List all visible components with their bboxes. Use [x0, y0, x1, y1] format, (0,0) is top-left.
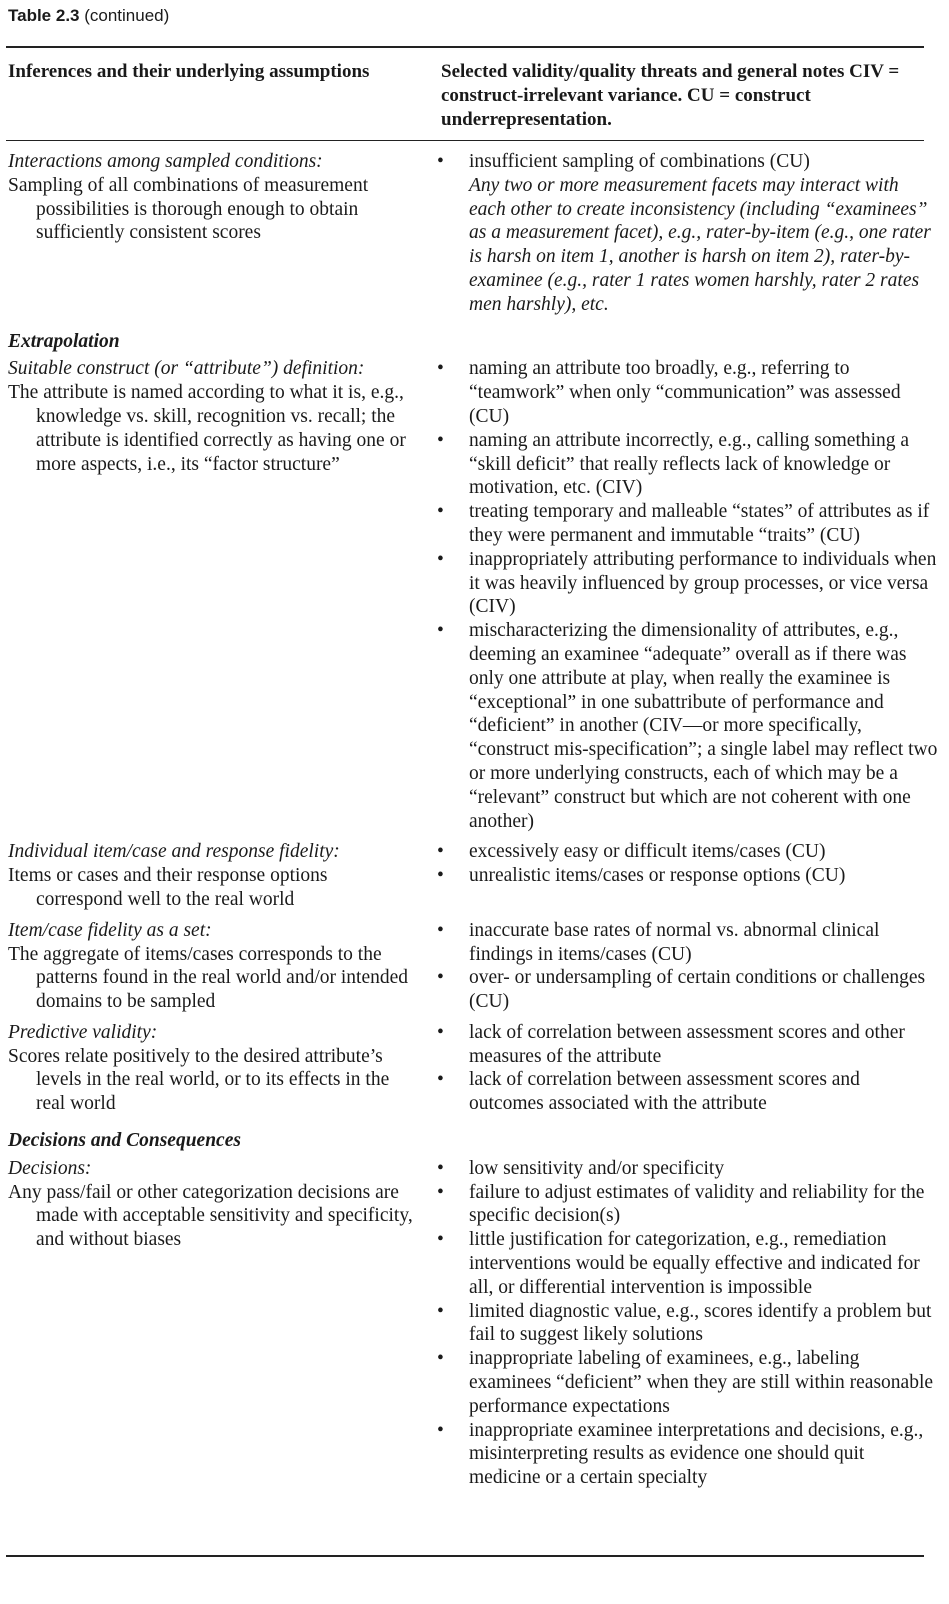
inference-assumption: Any pass/fail or other categorization decisions are made with acceptable sensitivity and specificity, and without biases	[8, 1181, 413, 1251]
threats-cell	[434, 919, 939, 1014]
inference-cell	[0, 1021, 434, 1116]
threat-bullet: • inappropriate labeling of examinees, e.g., labeling examinees “deficient” when they are still within reasonable performance expectations	[434, 1347, 939, 1418]
row-spacer	[0, 1490, 949, 1497]
threat-bullet: • inaccurate base rates of normal vs. abnormal clinical findings in items/cases (CU)	[434, 919, 939, 967]
inference-cell	[0, 150, 434, 317]
row-spacer	[0, 1014, 949, 1021]
table-row	[0, 840, 949, 911]
threat-bullet: • insufficient sampling of combinations (CU)	[434, 150, 939, 174]
inference-assumption: Sampling of all combinations of measurement possibilities is thorough enough to obtain sufficiently consistent scores	[8, 174, 369, 244]
section-heading: Decisions and Consequences	[8, 1130, 241, 1152]
threat-bullet: • mischaracterizing the dimensionality of attributes, e.g., deeming an examinee “adequate” overall as if there was only one attribute at play, when really the examinee is “exceptional” in one subattribute of performance and “deficient” in another (CIV—or more specifically, “construct mis-specification”; a single label may reflect two or more underlying constructs, each of which may be a “relevant” construct but which are not coherent with one another)	[434, 619, 939, 833]
threat-bullet: • low sensitivity and/or specificity	[434, 1157, 939, 1181]
threat-note: Any two or more measurement facets may interact with each other to create inconsistency (including “examinees” as a measurement facet), e.g., rater-by-item (e.g., one rater is harsh on item 1, another is harsh on item 2), rater-by-examinee (e.g., rater 1 rates women harshly, rater 2 rates men harshly), etc.	[469, 174, 931, 315]
threats-cell	[434, 357, 939, 833]
threat-bullet: • naming an attribute incorrectly, e.g., calling something a “skill deficit” that really reflects lack of knowledge or motivation, etc. (CIV)	[434, 429, 939, 500]
inference-assumption: Scores relate positively to the desired attribute’s levels in the real world, or to its effects in the real world	[8, 1045, 390, 1115]
top-rule	[6, 46, 924, 48]
inference-cell	[0, 357, 434, 833]
threats-cell	[434, 150, 939, 317]
table-row	[0, 1157, 949, 1490]
threat-bullet: • unrealistic items/cases or response options (CU)	[434, 864, 939, 888]
table-caption-label: Table 2.3	[8, 6, 80, 25]
threat-bullet: • naming an attribute too broadly, e.g., referring to “teamwork” when only “communication” was assessed (CU)	[434, 357, 939, 428]
inference-cell	[0, 919, 434, 1014]
inference-title: Individual item/case and response fidelity:	[8, 841, 340, 863]
inference-assumption: The attribute is named according to what it is, e.g., knowledge vs. skill, recognition vs. recall; the attribute is identified correctly as having one or more aspects, i.e., its “factor structure”	[8, 382, 406, 475]
threat-bullet: • lack of correlation between assessment scores and outcomes associated with the attribute	[434, 1068, 939, 1116]
threat-bullet: • limited diagnostic value, e.g., scores identify a problem but fail to suggest likely solutions	[434, 1300, 939, 1348]
table-row	[0, 1021, 949, 1116]
threat-bullet: • inappropriately attributing performance to individuals when it was heavily influenced by group processes, or vice versa (CIV)	[434, 548, 939, 619]
column-header-threats: Selected validity/quality threats and general notes CIV = construct-irrelevant variance. CU = construct underrepresentation.	[441, 61, 900, 130]
row-spacer	[0, 833, 949, 840]
inference-title: Item/case fidelity as a set:	[8, 919, 212, 941]
row-spacer	[0, 912, 949, 919]
threats-cell	[434, 1021, 939, 1116]
threat-bullet: • over- or undersampling of certain conditions or challenges (CU)	[434, 966, 939, 1014]
table-row	[0, 357, 949, 833]
bottom-rule	[6, 1555, 924, 1557]
table-row	[0, 150, 949, 317]
inference-assumption: The aggregate of items/cases corresponds to the patterns found in the real world and/or intended domains to be sampled	[8, 943, 409, 1013]
inference-title: Predictive validity:	[8, 1021, 158, 1043]
threat-bullet: • lack of correlation between assessment scores and other measures of the attribute	[434, 1021, 939, 1069]
threats-cell	[434, 1157, 939, 1490]
column-header-inferences: Inferences and their underlying assumptions	[8, 61, 370, 82]
threat-bullet: • inappropriate examinee interpretations and decisions, e.g., misinterpreting results as evidence one should quit medicine or a certain specialty	[434, 1419, 939, 1490]
threat-bullet: • treating temporary and malleable “states” of attributes as if they were permanent and immutable “traits” (CU)	[434, 500, 939, 548]
inference-cell	[0, 840, 434, 911]
inference-title: Decisions:	[8, 1157, 92, 1179]
inference-cell	[0, 1157, 434, 1490]
section-heading: Extrapolation	[8, 330, 120, 352]
threat-bullet: • failure to adjust estimates of validity and reliability for the specific decision(s)	[434, 1181, 939, 1229]
inference-title: Suitable construct (or “attribute”) definition:	[8, 358, 365, 380]
table-row	[0, 919, 949, 1014]
header-rule	[6, 140, 924, 141]
threats-cell	[434, 840, 939, 911]
table-caption-suffix: (continued)	[84, 6, 170, 25]
table-body	[0, 150, 949, 1497]
threat-bullet: • little justification for categorization, e.g., remediation interventions would be equally effective and indicated for all, or differential intervention is impossible	[434, 1228, 939, 1299]
table-caption	[8, 6, 169, 26]
inference-title: Interactions among sampled conditions:	[8, 151, 323, 172]
row-spacer	[0, 317, 949, 324]
threat-bullet: • excessively easy or difficult items/cases (CU)	[434, 840, 939, 864]
inference-assumption: Items or cases and their response options correspond well to the real world	[8, 865, 328, 910]
row-spacer	[0, 1116, 949, 1123]
